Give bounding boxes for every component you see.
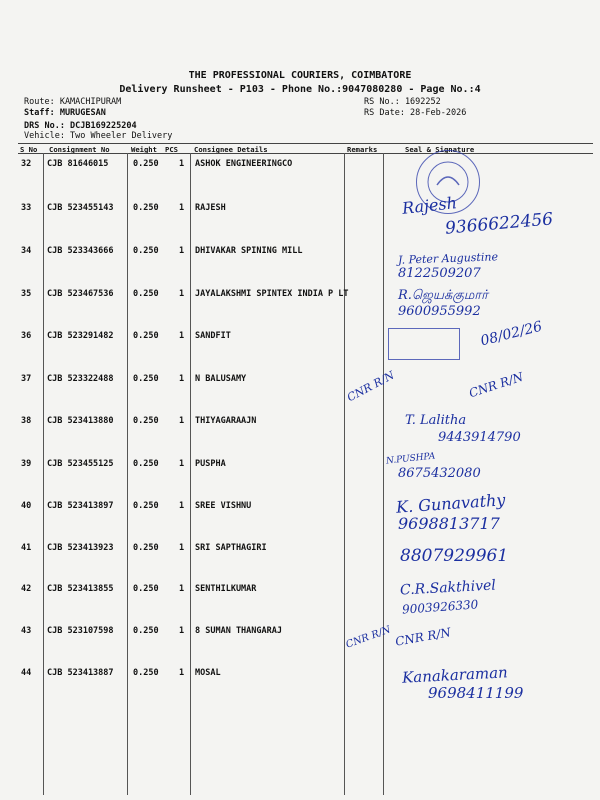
- row-consignee: DHIVAKAR SPINING MILL: [195, 246, 303, 256]
- row-sno: 42: [21, 584, 32, 594]
- runsheet-subtitle: Delivery Runsheet - P103 - Phone No.:9047080280 - Page No.:4: [119, 84, 481, 95]
- handwritten-name: K. Gunavathy: [395, 490, 506, 517]
- row-sno: 37: [21, 374, 32, 384]
- row-sno: 43: [21, 626, 32, 636]
- col-header-weight: Weight: [131, 145, 157, 154]
- row-pcs: 1: [179, 246, 185, 256]
- handwritten-remark: CNR R/N: [467, 369, 525, 401]
- handwritten-name: R.ஜெயக்குமார்: [398, 288, 488, 303]
- company-title: THE PROFESSIONAL COURIERS, COIMBATORE: [188, 70, 412, 81]
- row-weight: 0.250: [133, 374, 159, 384]
- col-divider: [383, 153, 384, 795]
- handwritten-phone: 9600955992: [398, 304, 481, 319]
- row-consignee: JAYALAKSHMI SPINTEX INDIA P LT: [195, 289, 349, 299]
- row-consignment-no: CJB 523413923: [47, 543, 114, 553]
- row-consignment-no: CJB 523413855: [47, 584, 114, 594]
- row-consignment-no: CJB 523413887: [47, 668, 114, 678]
- row-consignee: PUSPHA: [195, 459, 226, 469]
- row-weight: 0.250: [133, 203, 159, 213]
- col-divider: [190, 153, 191, 795]
- row-weight: 0.250: [133, 416, 159, 426]
- row-consignee: SENTHILKUMAR: [195, 584, 257, 594]
- row-weight: 0.250: [133, 289, 159, 299]
- row-pcs: 1: [179, 459, 185, 469]
- drs-label: DRS No.: DCJB169225204: [24, 121, 137, 131]
- row-sno: 41: [21, 543, 32, 553]
- row-consignment-no: CJB 523467536: [47, 289, 114, 299]
- row-pcs: 1: [179, 203, 185, 213]
- row-consignee: SANDFIT: [195, 331, 231, 341]
- row-consignee: 8 SUMAN THANGARAJ: [195, 626, 282, 636]
- row-weight: 0.250: [133, 543, 159, 553]
- handwritten-remark: CNR R/N: [344, 368, 397, 405]
- handwritten-phone: 9698411199: [428, 684, 524, 702]
- col-header-signature: Seal & Signature: [405, 145, 475, 154]
- handwritten-phone: 9443914790: [438, 430, 521, 445]
- row-pcs: 1: [179, 668, 185, 678]
- col-header-pcs: PCS: [165, 145, 178, 154]
- handwritten-phone: 8675432080: [398, 466, 481, 481]
- row-sno: 35: [21, 289, 32, 299]
- handwritten-remark: CNR R/N: [344, 624, 393, 651]
- row-consignment-no: CJB 523413897: [47, 501, 114, 511]
- col-divider: [344, 153, 345, 795]
- row-sno: 32: [21, 159, 32, 169]
- row-pcs: 1: [179, 374, 185, 384]
- handwritten-name: J. Peter Augustine: [397, 250, 499, 267]
- row-pcs: 1: [179, 159, 185, 169]
- handwritten-name: T. Lalitha: [405, 413, 467, 428]
- row-consignment-no: CJB 523455125: [47, 459, 114, 469]
- handwritten-name: C.R.Sakthivel: [399, 577, 497, 599]
- row-consignee: RAJESH: [195, 203, 226, 213]
- handwritten-name: N.PUSHPA: [385, 451, 436, 467]
- row-sno: 39: [21, 459, 32, 469]
- rs-number: RS No.: 1692252: [364, 97, 441, 107]
- handwritten-phone: 9698813717: [398, 514, 500, 533]
- row-weight: 0.250: [133, 668, 159, 678]
- row-sno: 38: [21, 416, 32, 426]
- row-pcs: 1: [179, 331, 185, 341]
- col-header-remarks: Remarks: [347, 145, 378, 154]
- row-consignment-no: CJB 523107598: [47, 626, 114, 636]
- row-weight: 0.250: [133, 459, 159, 469]
- table-top-border: [18, 143, 593, 144]
- staff-label: Staff: MURUGESAN: [24, 108, 106, 118]
- row-consignment-no: CJB 81646015: [47, 159, 109, 169]
- handwritten-name: Kanakaraman: [401, 663, 509, 687]
- col-header-consignee: Consignee Details: [194, 145, 268, 154]
- row-weight: 0.250: [133, 159, 159, 169]
- row-weight: 0.250: [133, 501, 159, 511]
- row-consignee: MOSAL: [195, 668, 221, 678]
- row-pcs: 1: [179, 416, 185, 426]
- row-consignee: THIYAGARAAJN: [195, 416, 257, 426]
- handwritten-phone: 8122509207: [398, 266, 481, 281]
- row-pcs: 1: [179, 584, 185, 594]
- table-header-border: [18, 153, 593, 154]
- row-sno: 34: [21, 246, 32, 256]
- row-consignment-no: CJB 523291482: [47, 331, 114, 341]
- receiver-stamp: [388, 328, 460, 360]
- row-consignee: ASHOK ENGINEERINGCO: [195, 159, 293, 169]
- row-consignee: SRI SAPTHAGIRI: [195, 543, 267, 553]
- row-weight: 0.250: [133, 246, 159, 256]
- row-consignee: SREE VISHNU: [195, 501, 252, 511]
- handwritten-remark: CNR R/N: [394, 625, 452, 649]
- handwritten-phone: 9366622456: [444, 209, 554, 239]
- row-sno: 44: [21, 668, 32, 678]
- row-pcs: 1: [179, 543, 185, 553]
- row-consignee: N BALUSAMY: [195, 374, 247, 384]
- row-pcs: 1: [179, 626, 185, 636]
- col-header-sno: S No: [20, 145, 38, 154]
- handwritten-date: 08/02/26: [478, 318, 544, 350]
- col-divider: [127, 153, 128, 795]
- col-divider: [43, 153, 44, 795]
- row-consignment-no: CJB 523343666: [47, 246, 114, 256]
- vehicle-label: Vehicle: Two Wheeler Delivery: [24, 131, 173, 141]
- row-consignment-no: CJB 523413880: [47, 416, 114, 426]
- col-header-consignment: Consignment No: [49, 145, 110, 154]
- row-sno: 33: [21, 203, 32, 213]
- row-consignment-no: CJB 523455143: [47, 203, 114, 213]
- row-weight: 0.250: [133, 331, 159, 341]
- handwritten-phone: 9003926330: [401, 597, 479, 617]
- row-consignment-no: CJB 523322488: [47, 374, 114, 384]
- row-pcs: 1: [179, 289, 185, 299]
- handwritten-signature: Rajesh: [401, 193, 458, 218]
- route-label: Route: KAMACHIPURAM: [24, 97, 122, 107]
- row-sno: 40: [21, 501, 32, 511]
- rs-date: RS Date: 28-Feb-2026: [364, 108, 467, 118]
- row-weight: 0.250: [133, 584, 159, 594]
- row-pcs: 1: [179, 501, 185, 511]
- row-weight: 0.250: [133, 626, 159, 636]
- handwritten-phone: 8807929961: [400, 546, 509, 566]
- row-sno: 36: [21, 331, 32, 341]
